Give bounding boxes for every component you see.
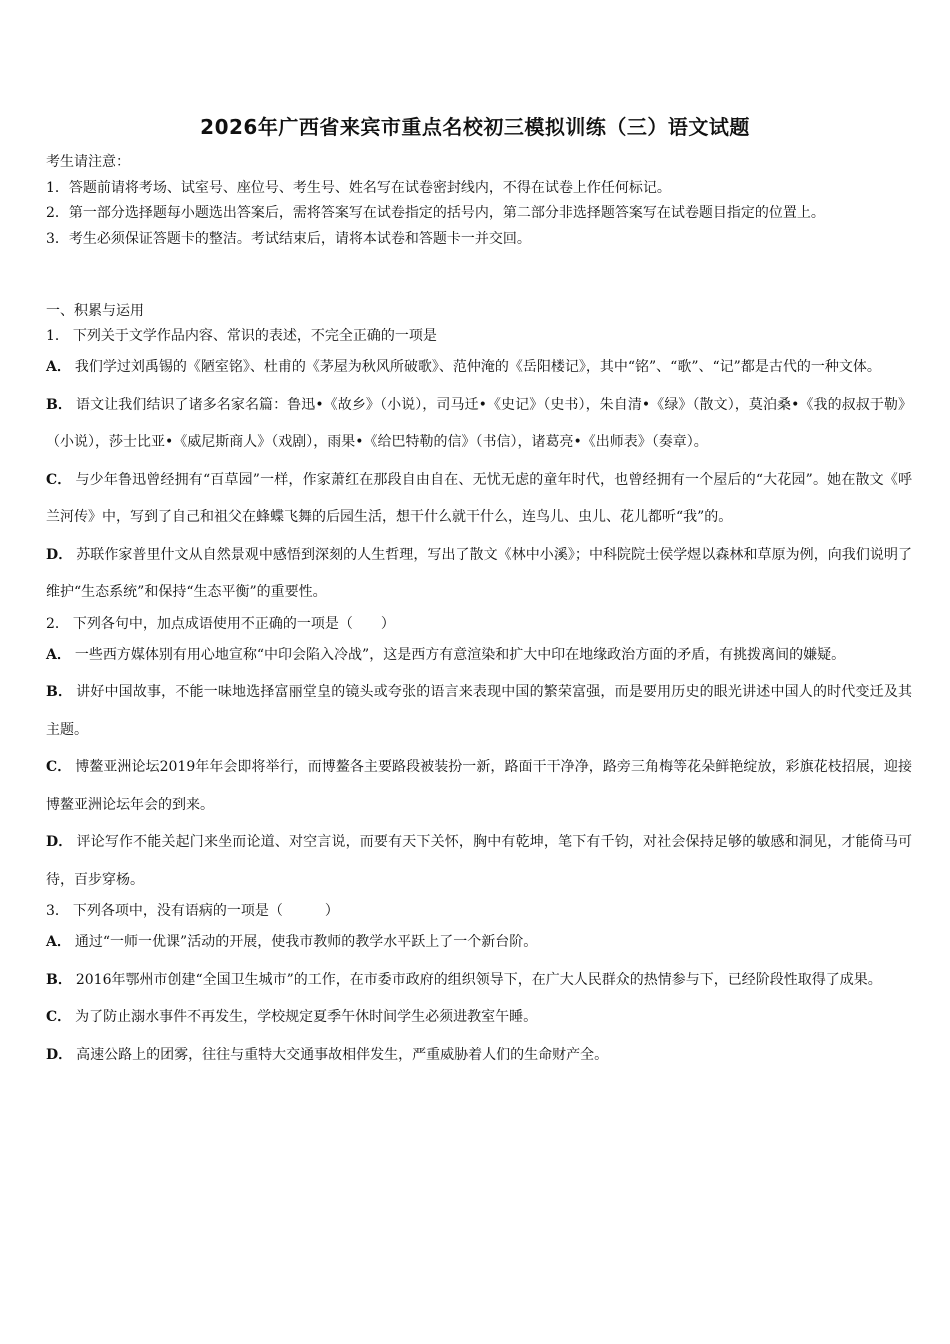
option-letter: A． bbox=[46, 934, 71, 950]
option-letter: D． bbox=[46, 546, 73, 563]
option-letter: C． bbox=[46, 1009, 72, 1025]
option-b bbox=[46, 387, 912, 462]
option-text: 博鳌亚洲论坛2019年年会即将举行，而博鳌各主要路段被装扮一新，路面干干净净，路旁三角梅等花朵鲜艳绽放，彩旗花枝招展，迎接博鳌亚洲论坛年会的到来。 bbox=[46, 759, 912, 813]
question-number: 2． bbox=[46, 615, 69, 632]
question-2 bbox=[46, 612, 912, 900]
option-text: 2016年鄂州市创建“全国卫生城市”的工作，在市委市政府的组织领导下，在广大人民群众的热情参与下，已经阶段性取得了成果。 bbox=[75, 971, 882, 988]
option-d bbox=[46, 537, 912, 612]
question-number: 3． bbox=[46, 903, 69, 919]
exam-content bbox=[46, 299, 912, 1074]
question-text: 下列各项中，没有语病的一项是（ ） bbox=[72, 903, 339, 919]
option-b bbox=[46, 674, 912, 749]
option-text: 评论写作不能关起门来坐而论道、对空言说，而要有天下关怀，胸中有乾坤，笔下有千钧，对社会保持足够的敏感和洞见，才能倚马可待，百步穿杨。 bbox=[46, 834, 913, 888]
option-letter: B． bbox=[46, 684, 73, 700]
option-text: 与少年鲁迅曾经拥有“百草园”一样，作家萧红在那段自由自在、无忧无虑的童年时代，也曾经拥有一个屋后的“大花园”。她在散文《呼兰河传》中，写到了自己和祖父在蜂蝶飞舞的后园生活，想干什么就干什么，连鸟儿、虫儿、花儿都听“我”的。 bbox=[46, 471, 912, 525]
option-text: 苏联作家普里什文从自然景观中感悟到深刻的人生哲理，写出了散文《林中小溪》；中科院院士侯学煜以森林和草原为例，向我们说明了维护“生态系统”和保持“生态平衡”的重要性。 bbox=[46, 546, 912, 600]
question-number: 1． bbox=[46, 328, 69, 344]
exam-notice bbox=[46, 150, 906, 252]
option-c bbox=[46, 749, 912, 824]
option-text: 我们学过刘禹锡的《陋室铭》、杜甫的《茅屋为秋风所破歌》、范仲淹的《岳阳楼记》，其中“铭”、“歌”、“记”都是古代的一种文体。 bbox=[74, 359, 881, 375]
page-title: 2026年广西省来宾市重点名校初三模拟训练（三）语文试题 bbox=[200, 115, 750, 139]
option-c bbox=[46, 462, 912, 537]
question-stem bbox=[46, 324, 912, 349]
option-text: 高速公路上的团雾，往往与重特大交通事故相伴发生，严重威胁着人们的生命财产全。 bbox=[76, 1046, 609, 1063]
option-letter: B． bbox=[46, 396, 72, 413]
option-text: 为了防止溺水事件不再发生，学校规定夏季午休时间学生必须进教室午睡。 bbox=[75, 1009, 538, 1025]
option-b bbox=[46, 962, 912, 1000]
option-a bbox=[46, 924, 912, 962]
notice-item: 1．答题前请将考场、试室号、座位号、考生号、姓名写在试卷密封线内，不得在试卷上作任何标记。 bbox=[46, 179, 671, 196]
option-letter: C． bbox=[46, 759, 72, 775]
option-text: 讲好中国故事，不能一味地选择富丽堂皇的镜头或夸张的语言来表现中国的繁荣富强，而是要用历史的眼光讲述中国人的时代变迁及其主题。 bbox=[46, 684, 912, 738]
option-text: 语文让我们结识了诸多名家名篇：鲁迅•《故乡》（小说），司马迁•《史记》（史书），朱自清•《绿》（散文），莫泊桑•《我的叔叔于勒》（小说），莎士比亚•《威尼斯商人》（戏剧），雨果•《给巴特勒的信》（书信），诸葛亮•《出师表》（奏章）。 bbox=[46, 396, 912, 450]
question-stem bbox=[46, 612, 912, 637]
option-letter: A． bbox=[46, 646, 71, 663]
option-a bbox=[46, 349, 912, 387]
question-stem bbox=[46, 899, 912, 924]
option-d bbox=[46, 824, 912, 899]
section-title: 一、积累与运用 bbox=[46, 303, 144, 319]
question-text: 下列关于文学作品内容、常识的表述，不完全正确的一项是 bbox=[72, 328, 437, 344]
option-letter: C． bbox=[46, 471, 72, 488]
option-c bbox=[46, 999, 912, 1037]
notice-item: 2．第一部分选择题每小题选出答案后，需将答案写在试卷指定的括号内，第二部分非选择题答案写在试卷题目指定的位置上。 bbox=[46, 205, 825, 221]
option-text: 一些西方媒体别有用心地宣称“中印会陷入冷战”，这是西方有意渲染和扩大中印在地缘政治方面的矛盾，有挑拨离间的嫌疑。 bbox=[74, 646, 846, 663]
question-3 bbox=[46, 899, 912, 1074]
question-1 bbox=[46, 324, 912, 612]
option-letter: B． bbox=[46, 971, 72, 988]
notice-heading: 考生请注意： bbox=[46, 154, 130, 170]
option-text: 通过“一师一优课”活动的开展，使我市教师的教学水平跃上了一个新台阶。 bbox=[74, 934, 538, 950]
option-letter: D． bbox=[46, 834, 73, 850]
option-a bbox=[46, 637, 912, 675]
option-letter: D． bbox=[46, 1046, 73, 1063]
option-d bbox=[46, 1037, 912, 1075]
option-letter: A． bbox=[46, 359, 71, 375]
question-text: 下列各句中，加点成语使用不正确的一项是（ ） bbox=[72, 615, 395, 632]
notice-item: 3．考生必须保证答题卡的整洁。考试结束后，请将本试卷和答题卡一并交回。 bbox=[46, 230, 531, 247]
